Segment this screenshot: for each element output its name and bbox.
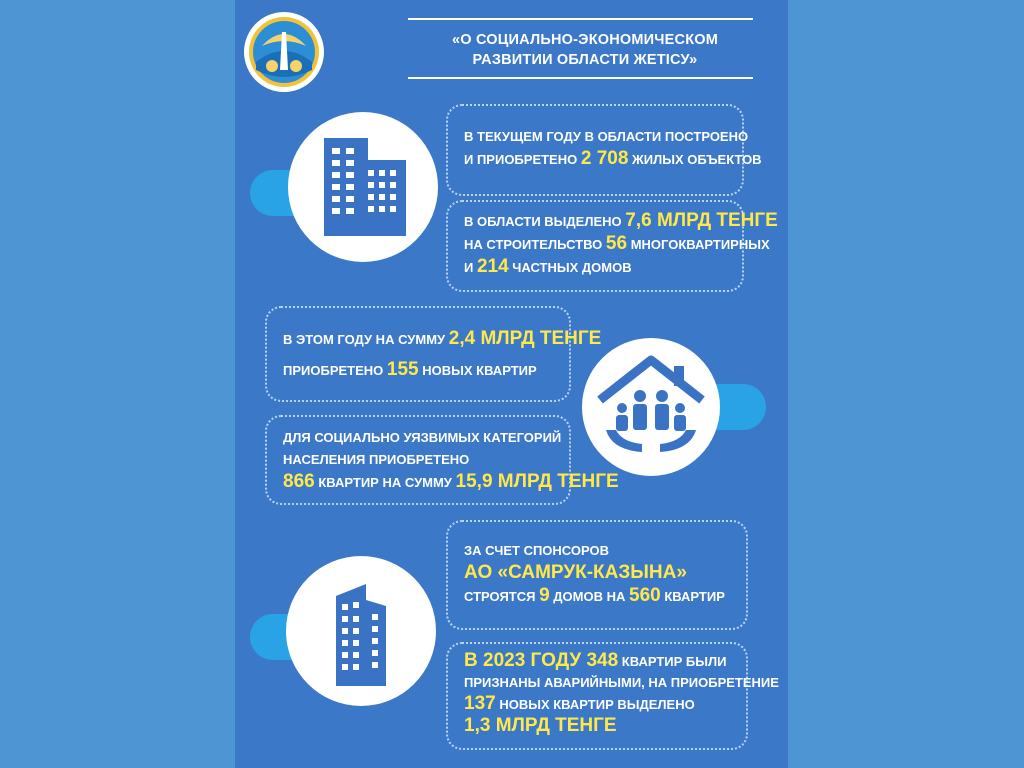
family-house-icon-circle [582,338,720,476]
title-bottom-rule [408,77,753,79]
family-house-icon [582,338,720,476]
box6-line4: 1,3 МЛРД ТЕНГЕ [464,715,617,736]
box3-line2: ПРИОБРЕТЕНО 155 НОВЫХ КВАРТИР [283,359,537,380]
box4-line3: 866 КВАРТИР НА СУММУ 15,9 МЛРД ТЕНГЕ [283,471,619,492]
box1-line1: В ТЕКУЩЕМ ГОДУ В ОБЛАСТИ ПОСТРОЕНО [464,129,749,144]
box4-line1: ДЛЯ СОЦИАЛЬНО УЯЗВИМЫХ КАТЕГОРИЙ [283,430,562,445]
box2-line1: В ОБЛАСТИ ВЫДЕЛЕНО 7,6 МЛРД ТЕНГЕ [464,210,778,231]
info-box-vulnerable-categories [265,415,619,505]
skyscraper-icon [286,556,436,706]
box3-line1: В ЭТОМ ГОДУ НА СУММУ 2,4 МЛРД ТЕНГЕ [283,328,602,349]
box5-line3: СТРОЯТСЯ 9 ДОМОВ НА 560 КВАРТИР [464,585,725,606]
box2-line2: НА СТРОИТЕЛЬСТВО 56 МНОГОКВАРТИРНЫХ [464,233,770,254]
info-box-sponsors [446,520,748,630]
title-top-rule [408,18,753,20]
info-box-apartments-purchased [265,306,602,402]
info-box-housing-built [446,104,762,196]
tower-icon-circle [286,556,436,706]
box6-line3: 137 НОВЫХ КВАРТИР ВЫДЕЛЕНО [464,693,695,714]
building-icon-circle [288,112,438,262]
box6-line2: ПРИЗНАНЫ АВАРИЙНЫМИ, НА ПРИОБРЕТЕНИЕ [464,675,779,690]
box5-line1: ЗА СЧЕТ СПОНСОРОВ [464,543,609,558]
box4-line2: НАСЕЛЕНИЯ ПРИОБРЕТЕНО [283,452,470,467]
box1-line2: И ПРИОБРЕТЕНО 2 708 ЖИЛЫХ ОБЪЕКТОВ [464,148,762,169]
box2-line3: И 214 ЧАСТНЫХ ДОМОВ [464,256,632,277]
info-box-emergency-housing [446,642,779,750]
title-line-2: РАЗВИТИИ ОБЛАСТИ ЖЕТІСУ» [472,52,698,68]
region-emblem-icon [242,10,326,94]
box1-number: 2 708 [580,148,629,169]
info-box-construction-funding [446,200,778,292]
box6-line1: В 2023 ГОДУ 348 КВАРТИР БЫЛИ [464,650,727,671]
box5-line2: АО «САМРУК-КАЗЫНА» [464,562,687,583]
office-building-icon [288,112,438,262]
page-title [395,30,775,70]
title-line-1: «О СОЦИАЛЬНО-ЭКОНОМИЧЕСКОМ [451,32,719,48]
